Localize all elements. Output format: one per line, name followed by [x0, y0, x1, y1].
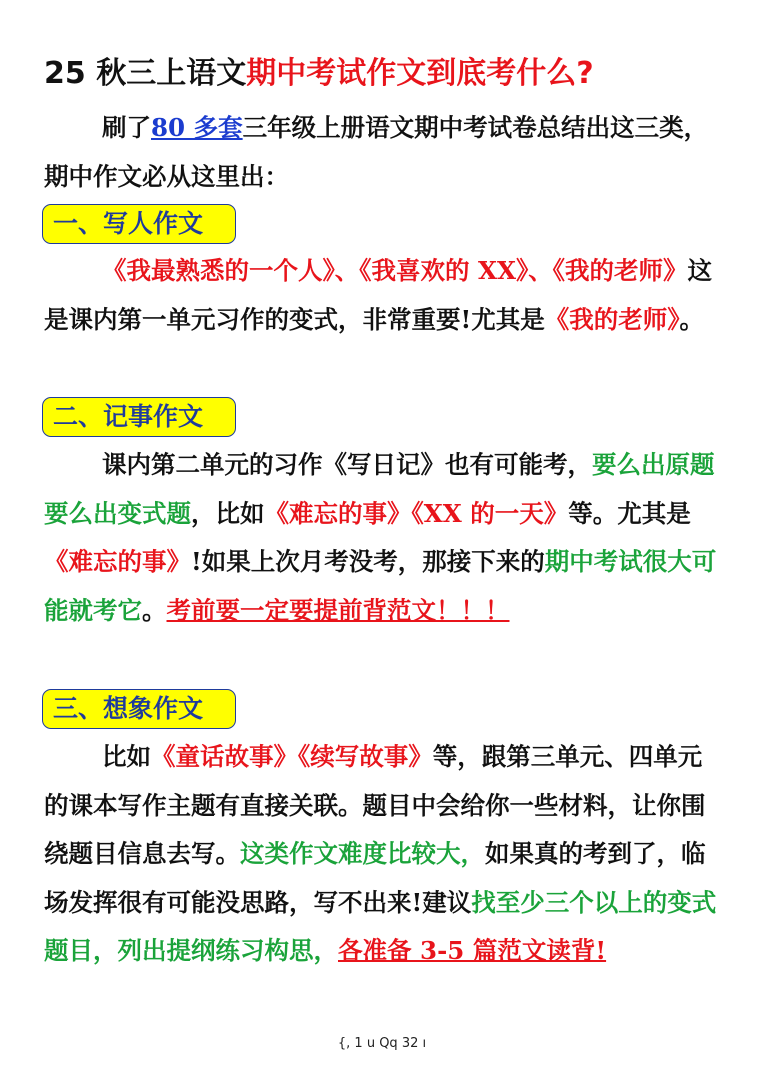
page-title: [44, 52, 744, 96]
text-run: 各准备 3-5 篇范文读背!: [338, 936, 607, 966]
page-footer: {, 1 u Qq 32 ı: [337, 1036, 427, 1051]
section-heading-2: 二、记事作文: [42, 397, 236, 437]
text-run: 《我最熟悉的一个人》、《我喜欢的 XX》、《我的老师》: [102, 256, 688, 285]
text-run: ，比如: [191, 498, 265, 528]
text-run: 三年级上册语文期中考试卷总结出这三类，期中作文必从这里出：: [44, 113, 709, 191]
text-run: 《我的老师》: [544, 304, 680, 334]
text-run: 期中考试很大可能就考它: [44, 547, 717, 625]
text-run: 要么出原题要么出变式题: [44, 450, 715, 528]
text-run: 课内第二单元的习作《写日记》也有可能考，: [102, 450, 592, 479]
text-run: 如果真的考到了，临场发挥很有可能没思路，写不出来!建议: [44, 839, 706, 917]
title-black-part: 25 秋三上语文: [44, 56, 247, 91]
text-run: 80 多套: [151, 113, 243, 142]
text-run: 《难忘的事》: [44, 547, 191, 577]
text-run: 这是课内第一单元习作的变式，非常重要!尤其是: [44, 256, 713, 334]
text-run: 。: [679, 304, 705, 334]
text-run: 等。尤其是: [568, 498, 691, 528]
section-2-paragraph: [44, 441, 724, 635]
text-run: 《难忘的事》《XX 的一天》: [264, 498, 569, 528]
section-3-paragraph: [44, 733, 724, 976]
section-heading-3: 三、想象作文: [42, 689, 236, 729]
text-run: 刷了: [102, 113, 151, 142]
text-run: 考前要一定要提前背范文！！！: [166, 595, 510, 625]
text-run: !如果上次月考没考，那接下来的: [191, 547, 545, 577]
section-heading-1: 一、写人作文: [42, 204, 236, 244]
title-red-part: 期中考试作文到底考什么?: [246, 56, 594, 91]
text-run: 等，跟第三单元、四单元的课本写作主题有直接关联。题目中会给你一些材料，让你围绕题目信息去写。: [44, 742, 706, 869]
intro-paragraph: [44, 104, 724, 201]
text-run: 这类作文难度比较大，: [240, 839, 485, 869]
section-1-paragraph: [44, 247, 724, 344]
text-run: 找至少三个以上的变式题目，列出提纲练习构思，: [44, 887, 717, 966]
text-run: 《童话故事》《续写故事》: [151, 742, 433, 771]
text-run: 。: [142, 595, 167, 625]
text-run: 比如: [102, 742, 151, 771]
